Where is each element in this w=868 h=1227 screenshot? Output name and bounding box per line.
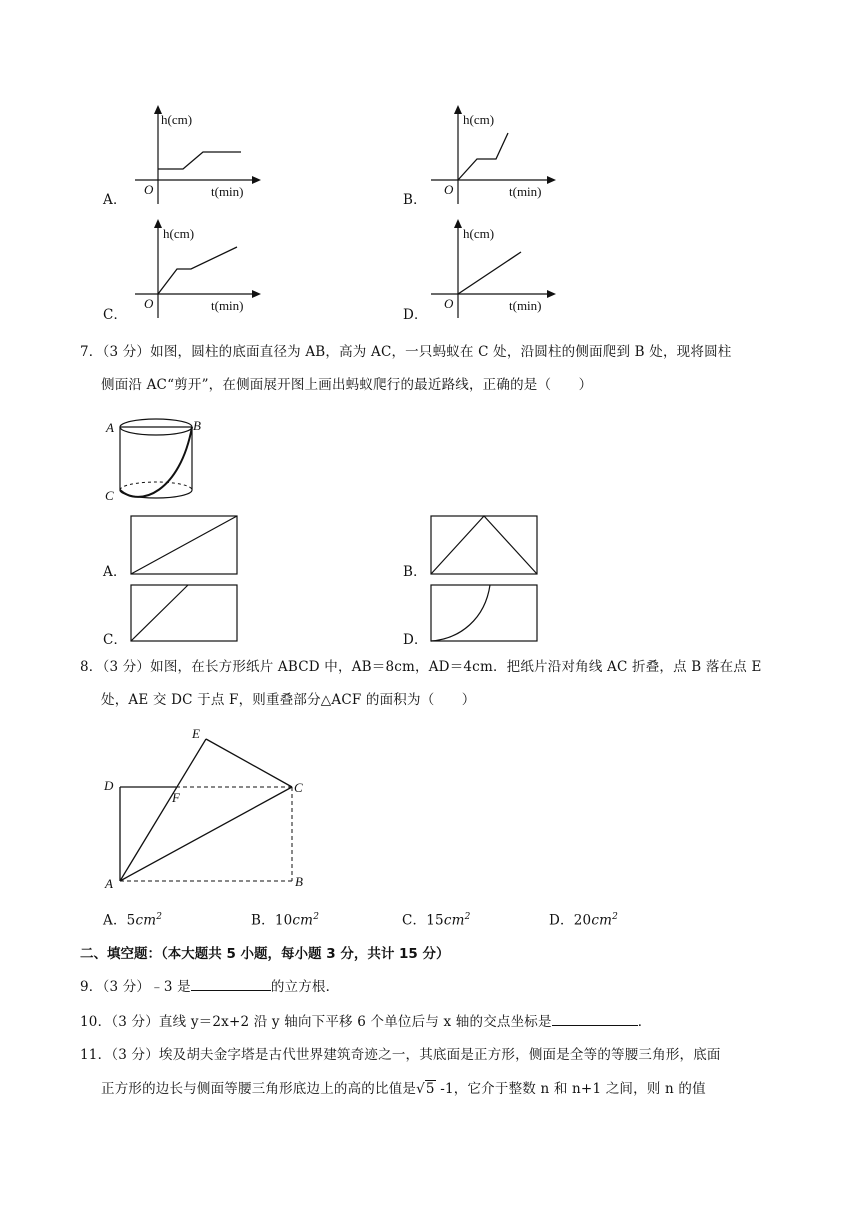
pt-label-a: A xyxy=(105,876,113,891)
pt-label-c: C xyxy=(294,780,303,795)
q7-line2: 侧面沿 AC“剪开”，在侧面展开图上画出蚂蚁爬行的最近路线，正确的是（ ） xyxy=(101,377,593,393)
q7-option-a-label: A． xyxy=(103,564,127,580)
q6-option-b-label: B． xyxy=(403,192,427,208)
q11-score: （3 分） xyxy=(111,1047,159,1063)
sqrt-sign: √ xyxy=(416,1081,425,1097)
q8-number: 8． xyxy=(80,659,103,675)
q6-option-d-label: D． xyxy=(403,307,428,323)
q7-option-d-label: D． xyxy=(403,632,428,648)
q9-number: 9． xyxy=(80,979,103,995)
q10-line: 10．（3 分）直线 y＝2x+2 沿 y 轴向下平移 6 个单位后与 x 轴的交点坐标是 ． xyxy=(80,1011,651,1032)
graph-ylabel: h(cm) xyxy=(463,226,495,241)
q6-graph-d xyxy=(425,214,565,324)
graph-origin: O xyxy=(444,296,454,311)
q9-line: 9．（3 分）﹣3 是 的立方根． xyxy=(80,976,339,997)
q8-score: （3 分） xyxy=(102,659,151,675)
q8-text-1: 如图，在长方形纸片 ABCD 中，AB＝8cm，AD＝4cm．把纸片沿对角线 AC 折叠，点 B 落在点 E xyxy=(150,659,762,675)
cyl-label-b: B xyxy=(193,418,201,433)
q8-line2: 处，AE 交 DC 于点 F，则重叠部分△ACF 的面积为（ ） xyxy=(101,692,476,708)
q6-graph-a xyxy=(125,100,265,210)
q7-text-1: 如图，圆柱的底面直径为 AB，高为 AC，一只蚂蚁在 C 处，沿圆柱的侧面爬到 B 处，现将圆柱 xyxy=(150,344,732,360)
q7-option-b-figure xyxy=(430,515,540,577)
pt-label-d: D xyxy=(104,778,114,793)
q11-line1: 11．（3 分）埃及胡夫金字塔是古代世界建筑奇迹之一，其底面是正方形，侧面是全等的等腰三角形，底面 xyxy=(80,1047,721,1063)
graph-xlabel: t(min) xyxy=(509,298,542,313)
q7-option-d-figure xyxy=(430,584,540,644)
graph-origin: O xyxy=(144,182,154,197)
q6-graph-c xyxy=(125,214,265,324)
q8-fold-figure xyxy=(100,722,330,894)
pt-label-b: B xyxy=(295,874,303,889)
q7-score: （3 分） xyxy=(102,344,151,360)
section-2-title: 二、填空题：（本大题共 5 小题，每小题 3 分，共计 15 分） xyxy=(80,946,450,962)
q9-answer-blank[interactable] xyxy=(191,976,271,991)
pt-label-f: F xyxy=(172,790,180,805)
q8-choice-c: C．$15cm^2$ xyxy=(402,912,471,929)
q7-option-a-figure xyxy=(130,515,240,577)
graph-xlabel: t(min) xyxy=(211,184,244,199)
q10-answer-blank[interactable] xyxy=(552,1011,638,1026)
pt-label-e: E xyxy=(192,726,200,741)
q7-number: 7． xyxy=(80,344,103,360)
cyl-label-a: A xyxy=(106,420,114,435)
q7-option-b-label: B． xyxy=(403,564,427,580)
q8-choice-d: D．$20cm^2$ xyxy=(549,912,619,929)
q8-choice-b: B．$10cm^2$ xyxy=(251,912,320,929)
q7-option-c-label: C． xyxy=(103,632,128,648)
q6-graph-b xyxy=(425,100,565,210)
q11-line2: 正方形的边长与侧面等腰三角形底边上的高的比值是√5 -1，它介于整数 n 和 n+1 之间，则 n 的值 xyxy=(101,1081,706,1097)
cyl-label-c: C xyxy=(105,488,114,503)
q7-line1 xyxy=(80,342,732,362)
q8-choice-a: A．$5cm^2$ xyxy=(103,912,163,929)
q9-score: （3 分） xyxy=(102,979,151,995)
graph-ylabel: h(cm) xyxy=(161,112,193,127)
graph-origin: O xyxy=(144,296,154,311)
q8-line1 xyxy=(80,657,762,677)
graph-ylabel: h(cm) xyxy=(463,112,495,127)
q6-option-c-label: C． xyxy=(103,307,128,323)
q10-number: 10． xyxy=(80,1014,112,1030)
graph-origin: O xyxy=(444,182,454,197)
q6-option-a-label: A． xyxy=(103,192,127,208)
q10-score: （3 分） xyxy=(111,1014,159,1030)
graph-xlabel: t(min) xyxy=(509,184,542,199)
graph-ylabel: h(cm) xyxy=(163,226,195,241)
q7-cylinder-figure xyxy=(100,412,210,512)
graph-xlabel: t(min) xyxy=(211,298,244,313)
q7-option-c-figure xyxy=(130,584,240,644)
q11-number: 11． xyxy=(80,1047,112,1063)
